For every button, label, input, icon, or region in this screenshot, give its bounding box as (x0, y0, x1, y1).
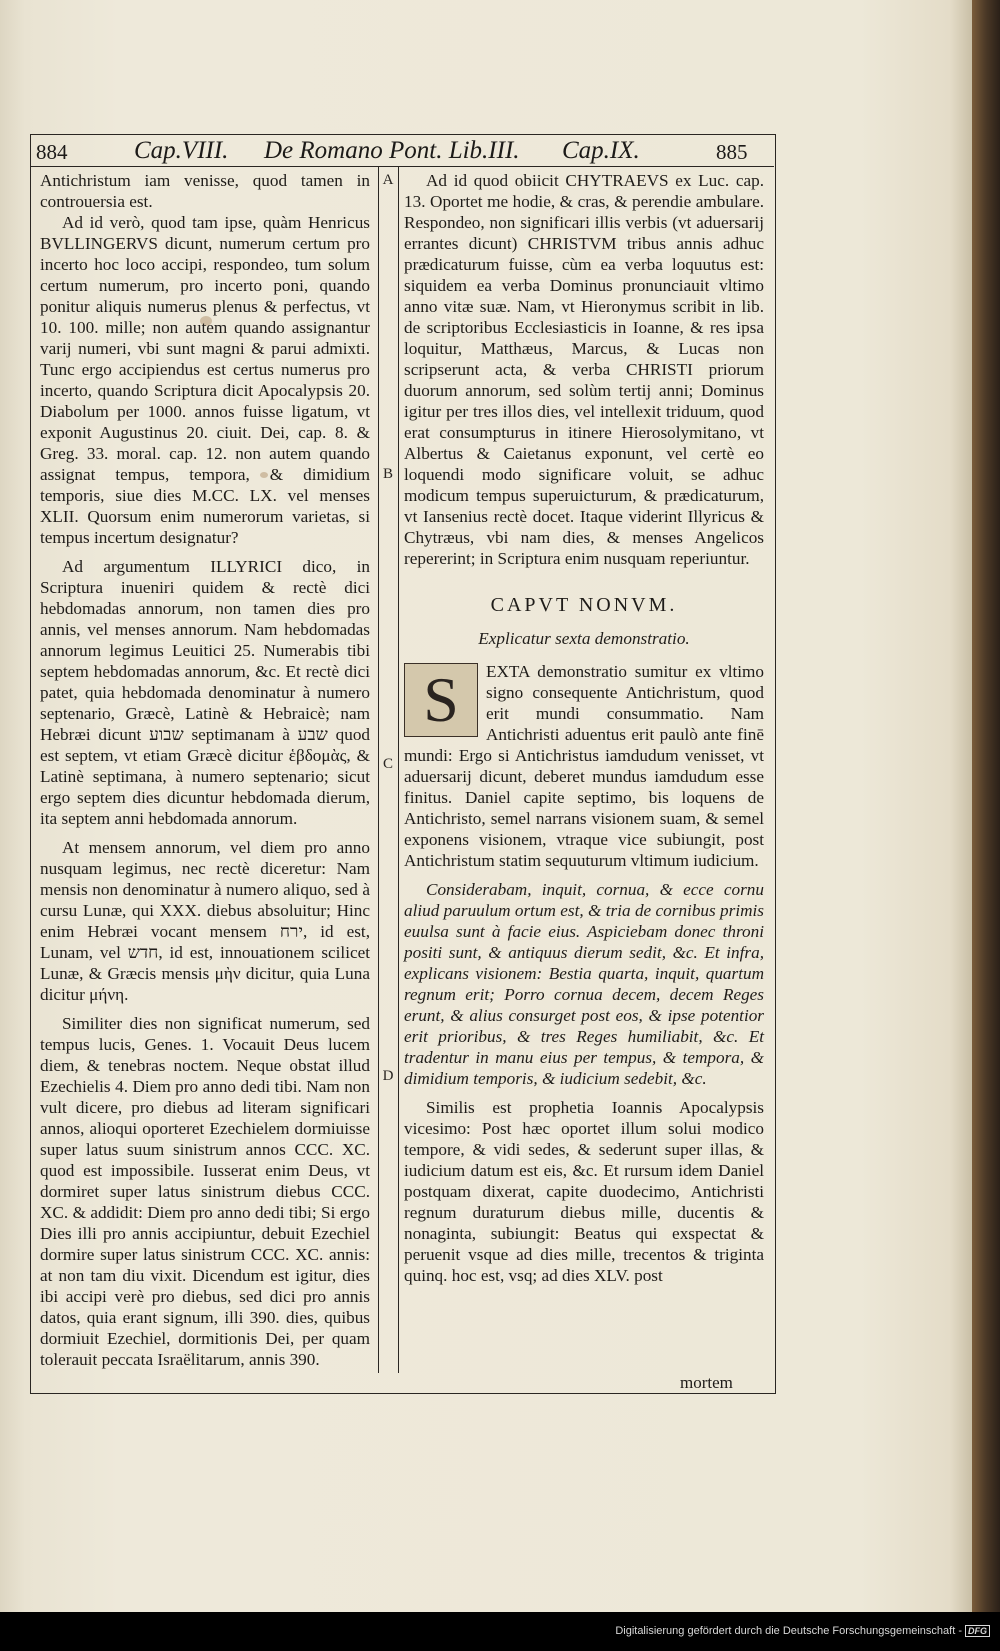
left-column (40, 170, 370, 1370)
right-page-number: 885 (716, 140, 748, 164)
column-rule-left (378, 166, 379, 1373)
left-paragraph-2: Ad id verò, quod tam ipse, quàm Henricus BVLLINGERVS dicunt, numerum certum pro incerto hoc loco accipi, respondeo, tum solum certum numerum, pro incerto poni, quando ponitur aliquis numerus plenus & perfectus, vt 10. 100. mille; non autem quando assignantur varij numeri, vbi sunt magni & parui admixti. Tunc ergo accipiendus est certus numerus pro incerto, quando Scriptura dicit Apocalypsis 20. Diabolum per 1000. annos fuisse ligatum, vt exponit Augustinus 20. ciuit. Dei, cap. 8. & Greg. 33. moral. cap. 12. non autem quando assignat tempus, tempora, & dimidium temporis, siue dies M.CC. LX. vel menses XLII. Quorsum enim numerorum varietas, si tempus incertum designatur? (40, 213, 370, 547)
dfg-logo: DFG (965, 1625, 990, 1637)
left-paragraph-3: Ad argumentum ILLYRICI dico, in Scriptura inueniri quidem & rectè dici hebdomadas annorum, non tamen dies pro annis, vel menses annorum. Nam hebdomadas annorum legimus Leuitici 25. Numerabis tibi septem hebdomadas annorum, &c. Et rectè dici patet, quia hebdomada denominatur à numero septenario, Græcè, Latinè & Hebraicè; nam Hebræi dicunt שבוע septimanam à שבע quod est septem, vt etiam Græcè dicitur ἑβδομὰς, & Latinè septimana, à numero septenario; sicut ergo septem dies dicuntur hebdomada dierum, ita septem anni hebdomada annorum. (40, 557, 371, 828)
left-paragraph-4: At mensem annorum, vel diem pro anno nusquam legimus, nec rectè diceretur: Nam mensis non denominatur à numero aliquo, sed à cursu Lunæ, qui XXX. diebus absoluitur; Hinc enim Hebræi vocant mensem ירח, id est, Lunam, vel חדש, id est, innouationem scilicet Lunæ, & Græcis mensis μὴν dicitur, quia Luna dicitur μήνη. (40, 838, 370, 1004)
chapter-subtitle: Explicatur sexta demonstratio. (478, 629, 690, 648)
right-paragraph-1: Ad id quod obiicit CHYTRAEVS ex Luc. cap. 13. Oportet me hodie, & cras, & perendie ambulare. Respondeo, non significari illis verbis (vt aduersarij errantes dicunt) CHRISTVM tribus annis adhuc prædicaturum fuisse, cùm ea verba loquutus est: siquidem ea verba Dominus pronunciauit vltimo anno vitæ suæ. Nam, vt Hieronymus scribit in lib. de scriptoribus Ecclesiasticis in Ioanne, & res ipsa loquitur, Matthæus, Marcus, & Lucas non scripserunt acta, & verba CHRISTI priorum duorum annorum, sed solùm tertij anni; Dominus igitur per tres illos dies, vel intellexit triduum, quod erat consumpturus in itinere Hierosolymitano, vt Albertus & Caietanus exponunt, vel certè eo loquendi modo significare voluit, se adhuc modicum tempus superuicturum, & prædicaturum, vt Iansenius rectè docet. Itaque viderint Illyricus & Chytræus, vbi nam dies, & menses Angelicos repererint; in Scriptura enim nusquam reperiuntur. (404, 171, 764, 568)
header-rule (30, 166, 774, 167)
right-column (404, 170, 764, 1286)
right-paragraph-4: Similis est prophetia Ioannis Apocalypsis vicesimo: Post hæc oportet illum solui modico tempore, & vidi sedes, & sederunt super illas, & iudicium datum est eis, &c. Et rursum idem Daniel postquam dixerat, capite duodecimo, Antichristi regnum duraturum diebus mille, ducentis & nonaginta, subiungit: Beatus qui exspectat & peruenit vsque ad dies mille, trecentos & triginta quinq. hoc est, vsq; ad dies XLV. post (404, 1098, 764, 1285)
right-running-title: Cap.IX. (562, 137, 640, 164)
drop-cap-initial: S (404, 663, 478, 737)
left-paragraph-1: Antichristum iam venisse, quod tamen in controuersia est. (40, 171, 370, 211)
catchword: mortem (680, 1373, 733, 1392)
margin-letter-c: C (382, 756, 393, 772)
left-page-number: 884 (36, 140, 68, 164)
center-running-title: De Romano Pont. Lib.III. (264, 137, 520, 164)
footer-credit-text: Digitalisierung gefördert durch die Deutsche Forschungsgemeinschaft - (615, 1625, 962, 1637)
margin-letter-a: A (382, 172, 394, 188)
right-paragraph-2: EXTA demonstratio sumitur ex vltimo signo consequente Antichristum, quod erit mundi consummatio. Nam Antichristi aduentus erit paulò ante finē mundi: Ergo si Antichristus iamdudum venisset, vt aduersarij dicunt, deberet mundus iamdudum esse finitus. Daniel capite septimo, bis loquens de Antichristo, semel narrans visionem suam, & semel exponens visionem, vtraque vice subiungit, post Antichristum statim sequuturum vltimum iudicium. (404, 662, 764, 870)
margin-letter-d: D (382, 1068, 394, 1084)
column-rule-right (398, 166, 399, 1373)
left-running-title: Cap.VIII. (134, 137, 229, 164)
book-edge (972, 0, 1000, 1612)
footer-credit (615, 1625, 990, 1637)
right-paragraph-3: Considerabam, inquit, cornua, & ecce cornu aliud paruulum ortum est, & tria de cornibus primis euulsa sunt à facie eius. Aspiciebam donec throni positi sunt, & antiquus dierum sedit, &c. Et infra, explicans visionem: Bestia quarta, inquit, quartum regnum erit; Porro cornua decem, decem Reges erunt, & alius consurget post eos, & ipse potentior erit prioribus, & tres Reges humiliabit, &c. Et tradentur in manu eius per tempus, & tempora, & dimidium temporis, & iudicium sedebit, &c. (404, 880, 764, 1088)
margin-letter-b: B (382, 466, 393, 482)
chapter-title: CAPVT NONVM. (490, 594, 678, 616)
left-paragraph-5: Similiter dies non significat numerum, sed tempus lucis, Genes. 1. Vocauit Deus lucem diem, & tenebras noctem. Neque obstat illud Ezechielis 4. Diem pro anno dedi tibi. Nam non vult dicere, pro diebus ad literam significari annos, alioqui oporteret Ezechielem dormiuisse super latus suum sinistrum annos CCC. XC. quod est impossibile. Iusserat enim Deus, vt dormiret super latus sinistrum diebus CCC. XC. & addidit: Diem pro anno dedi tibi; Si ergo Dies illi pro annis accipiuntur, debuit Ezechiel dormire super latus sinistrum CCC. XC. annis: at non tam diu vixit. Dicendum est igitur, dies ibi accipi verè pro diebus, sed dici pro annis datos, quia erant signum, illi 390. dies, quibus dormiuit Ezechiel, dormitionis Dei, per quam tolerauit peccata Israëlitarum, annis 390. (40, 1014, 370, 1369)
